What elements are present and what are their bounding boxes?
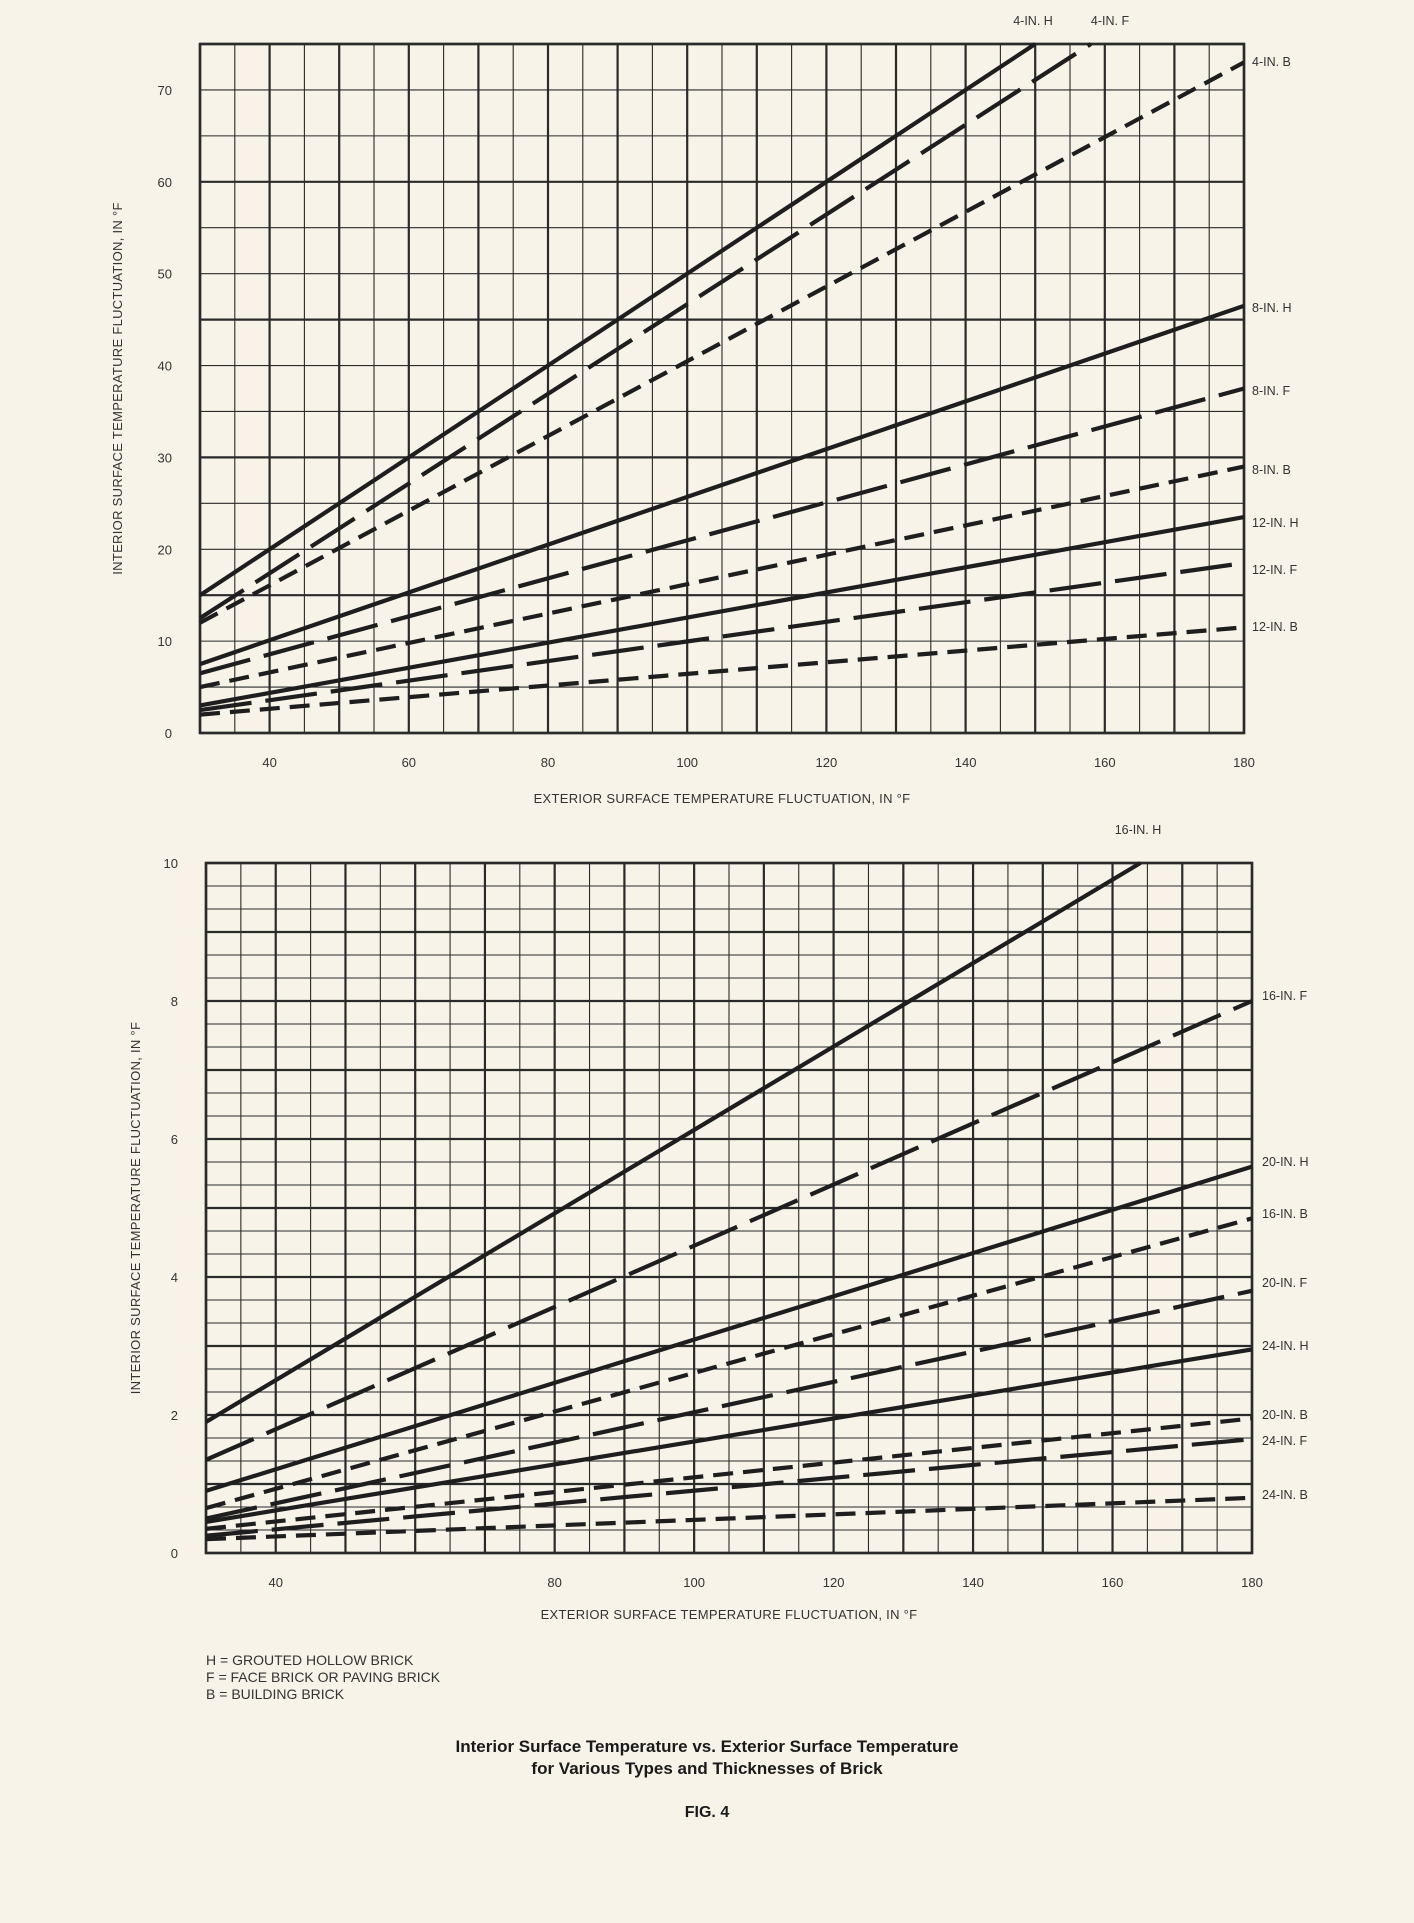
x-tick-label: 140 [962, 1575, 984, 1590]
legend-item: B = BUILDING BRICK [206, 1686, 345, 1702]
y-tick-label: 10 [163, 856, 178, 871]
y-tick-label: 60 [157, 174, 172, 190]
y-tick-label: 40 [157, 358, 172, 374]
series-label: 16-IN. B [1262, 1207, 1308, 1221]
series-label: 12-IN. F [1252, 563, 1298, 577]
series-label: 24-IN. F [1262, 1434, 1308, 1448]
y-tick-label: 70 [157, 82, 172, 98]
series-label: 8-IN. H [1252, 301, 1292, 315]
x-tick-label: 140 [954, 755, 977, 770]
series-label: 4-IN. H [1013, 14, 1053, 28]
x-tick-label: 120 [815, 755, 838, 770]
x-tick-label: 80 [547, 1575, 562, 1590]
series-label: 20-IN. B [1262, 1408, 1308, 1422]
series-label: 16-IN. F [1262, 989, 1308, 1003]
x-tick-label: 80 [540, 755, 556, 770]
series-label: 20-IN. F [1262, 1276, 1308, 1290]
x-tick-label: 160 [1101, 1575, 1124, 1590]
series-label: 16-IN. H [1114, 823, 1162, 837]
x-tick-label: 100 [683, 1575, 705, 1590]
x-tick-label: 40 [268, 1575, 283, 1590]
y-tick-label: 0 [170, 1546, 178, 1561]
series-line [200, 44, 1091, 618]
series-label: 24-IN. B [1262, 1488, 1308, 1502]
y-tick-label: 20 [157, 542, 172, 558]
x-tick-label: 120 [822, 1575, 845, 1590]
x-tick-label: 60 [401, 755, 417, 770]
series-label: 8-IN. B [1252, 463, 1291, 477]
caption-line-2: for Various Types and Thicknesses of Brick [531, 1759, 883, 1778]
legend-item: F = FACE BRICK OR PAVING BRICK [206, 1669, 441, 1685]
figure-number: FIG. 4 [684, 1804, 730, 1821]
figure-caption [0, 1736, 1414, 1780]
y-tick-label: 8 [170, 994, 178, 1009]
x-tick-label: 100 [676, 755, 699, 770]
chart-2 [128, 823, 1309, 1622]
legend-item: H = GROUTED HOLLOW BRICK [206, 1652, 414, 1668]
x-tick-label: 160 [1093, 755, 1116, 770]
y-tick-label: 2 [170, 1408, 178, 1423]
series-label: 20-IN. H [1262, 1155, 1309, 1169]
series-label: 4-IN. F [1090, 14, 1130, 28]
legend [206, 1652, 440, 1703]
y-tick-label: 50 [157, 266, 172, 282]
series-label: 24-IN. H [1262, 1339, 1309, 1353]
x-axis-label: EXTERIOR SURFACE TEMPERATURE FLUCTUATION, IN °F [540, 1607, 918, 1622]
series-label: 12-IN. H [1252, 516, 1299, 530]
series-label: 12-IN. B [1252, 620, 1298, 634]
y-tick-label: 0 [164, 726, 172, 741]
y-axis-label: INTERIOR SURFACE TEMPERATURE FLUCTUATION, IN °F [110, 202, 125, 575]
y-tick-label: 30 [157, 450, 172, 466]
series-label: 8-IN. F [1252, 384, 1291, 398]
y-tick-label: 4 [170, 1270, 178, 1285]
x-tick-label: 180 [1241, 1575, 1263, 1590]
x-tick-label: 180 [1233, 755, 1255, 770]
y-axis-label: INTERIOR SURFACE TEMPERATURE FLUCTUATION, IN °F [128, 1021, 143, 1395]
series-label: 4-IN. B [1252, 55, 1291, 69]
x-tick-label: 40 [262, 755, 277, 770]
y-tick-label: 6 [170, 1132, 178, 1147]
caption-line-1: Interior Surface Temperature vs. Exterior Surface Temperature [455, 1737, 959, 1756]
chart-1 [110, 14, 1299, 806]
x-axis-label: EXTERIOR SURFACE TEMPERATURE FLUCTUATION, IN °F [533, 791, 911, 806]
y-tick-label: 10 [157, 634, 172, 650]
grid [206, 863, 1252, 1553]
